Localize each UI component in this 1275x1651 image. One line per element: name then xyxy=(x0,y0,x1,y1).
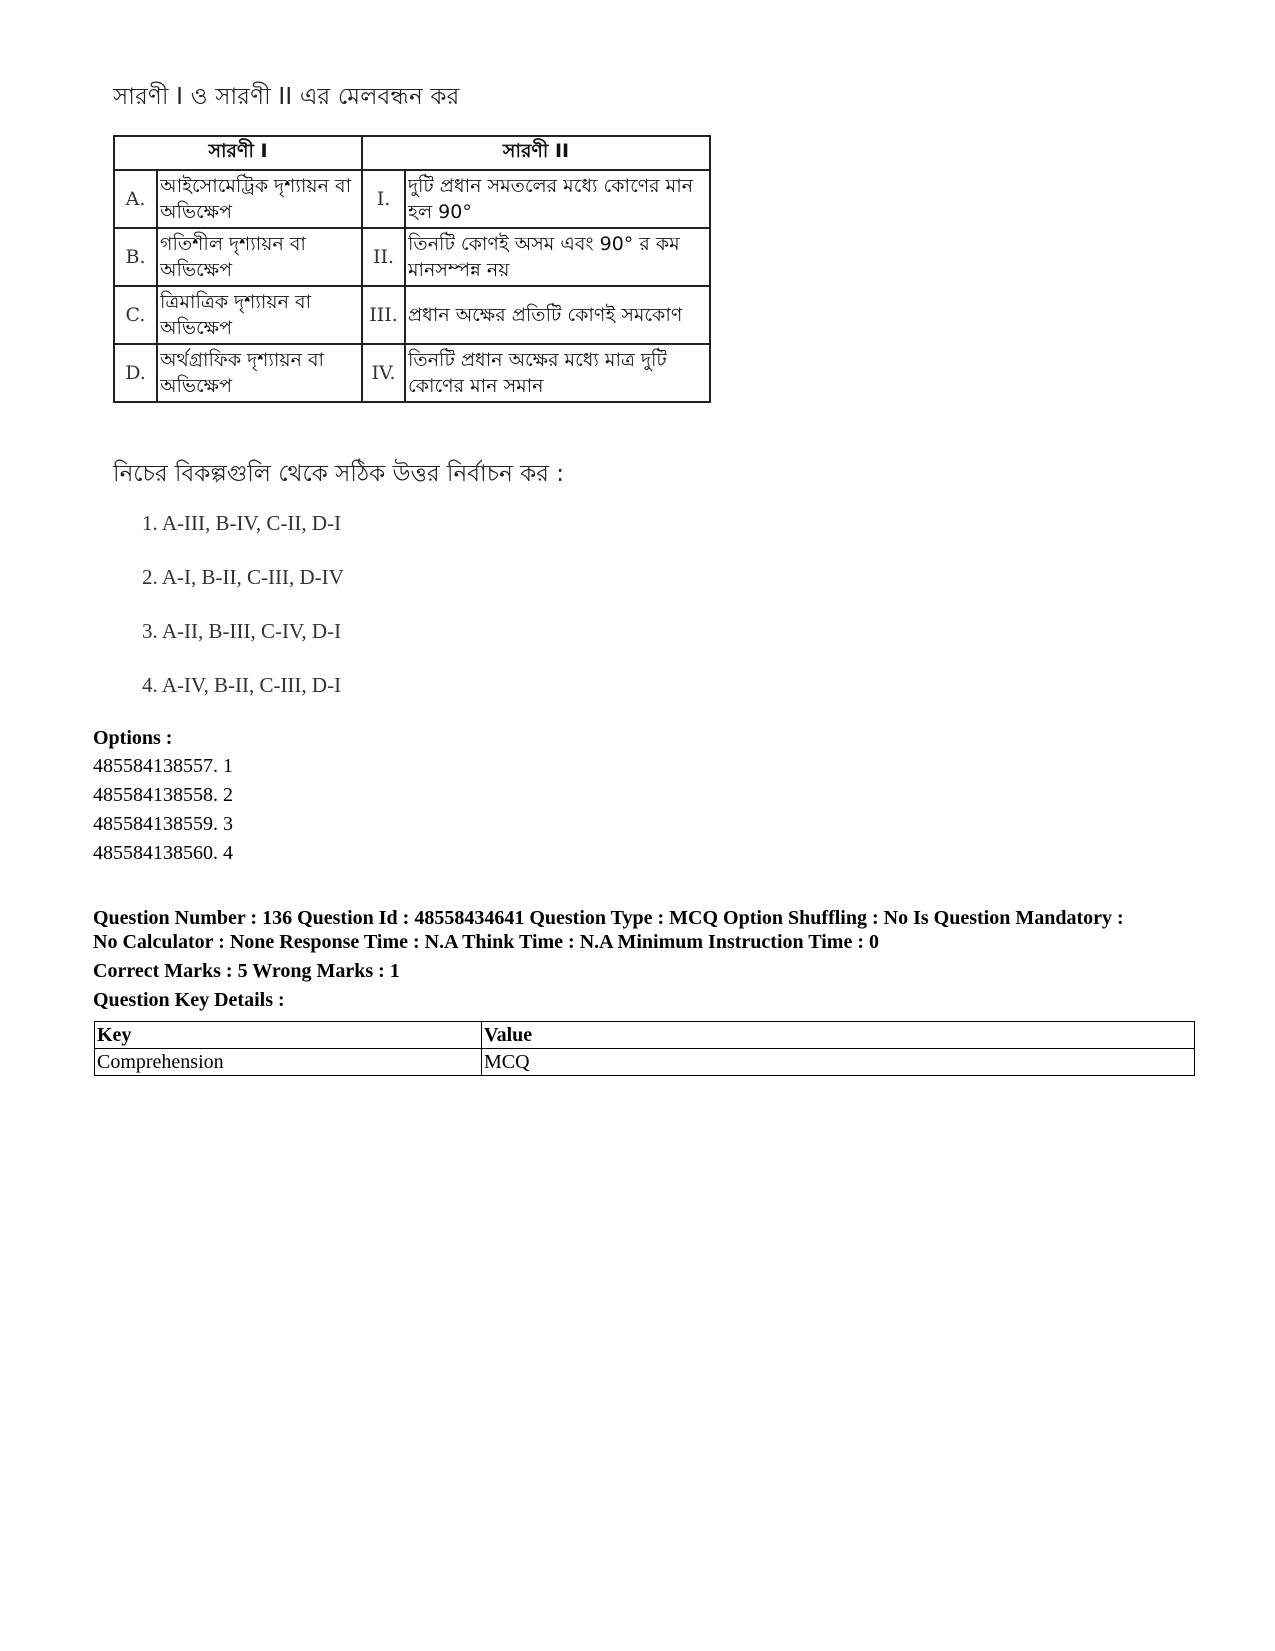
row-label: II. xyxy=(362,228,405,286)
key-column-header: Key xyxy=(95,1022,482,1049)
list-2-item: প্রধান অক্ষের প্রতিটি কোণই সমকোণ xyxy=(405,286,710,344)
option-item: 485584138560. 4 xyxy=(93,842,233,864)
key-details-heading: Question Key Details : xyxy=(93,989,285,1011)
row-label: IV. xyxy=(362,344,405,402)
list-2-item: তিনটি কোণই অসম এবং 90° র কম মানসম্পন্ন নয় xyxy=(405,228,710,286)
list-1-item: গতিশীল দৃশ্যায়ন বা অভিক্ষেপ xyxy=(157,228,362,286)
column-header-list-1: সারণী I xyxy=(114,136,362,170)
option-item: 485584138557. 1 xyxy=(93,755,233,777)
row-label: III. xyxy=(362,286,405,344)
table-row xyxy=(114,286,710,344)
answer-choice-4: 4. A-IV, B-II, C-III, D-I xyxy=(142,673,342,697)
answer-instruction: নিচের বিকল্পগুলি থেকে সঠিক উত্তর নির্বাচন কর : xyxy=(113,461,564,487)
row-label: B. xyxy=(114,228,157,286)
table-row xyxy=(95,1049,1195,1076)
list-1-item: অর্থগ্রাফিক দৃশ্যায়ন বা অভিক্ষেপ xyxy=(157,344,362,402)
column-header-list-2: সারণী II xyxy=(362,136,710,170)
option-item: 485584138558. 2 xyxy=(93,784,233,806)
row-label: C. xyxy=(114,286,157,344)
answer-choice-3: 3. A-II, B-III, C-IV, D-I xyxy=(142,619,342,643)
match-table-header xyxy=(114,136,710,170)
question-title: সারণী I ও সারণী II এর মেলবন্ধন কর xyxy=(113,84,460,110)
list-1-item: আইসোমেট্রিক দৃশ্যায়ন বা অভিক্ষেপ xyxy=(157,170,362,228)
row-label: A. xyxy=(114,170,157,228)
value-column-header: Value xyxy=(482,1022,1195,1049)
match-table xyxy=(113,135,711,403)
answer-choice-2: 2. A-I, B-II, C-III, D-IV xyxy=(142,565,344,589)
value-cell: MCQ xyxy=(482,1049,1195,1076)
marks-info: Correct Marks : 5 Wrong Marks : 1 xyxy=(93,960,400,982)
key-table-header xyxy=(95,1022,1195,1049)
row-label: D. xyxy=(114,344,157,402)
list-2-item: দুটি প্রধান সমতলের মধ্যে কোণের মান হল 90° xyxy=(405,170,710,228)
options-heading: Options : xyxy=(93,727,173,749)
key-cell: Comprehension xyxy=(95,1049,482,1076)
table-row xyxy=(114,228,710,286)
row-label: I. xyxy=(362,170,405,228)
table-row xyxy=(114,344,710,402)
option-item: 485584138559. 3 xyxy=(93,813,233,835)
table-row xyxy=(114,170,710,228)
answer-choice-1: 1. A-III, B-IV, C-II, D-I xyxy=(142,511,342,535)
key-details-table xyxy=(94,1021,1195,1076)
list-1-item: ত্রিমাত্রিক দৃশ্যায়ন বা অভিক্ষেপ xyxy=(157,286,362,344)
question-meta-line-1: Question Number : 136 Question Id : 48558434641 Question Type : MCQ Option Shuffling : No Is Question Mandatory : xyxy=(93,907,1124,929)
question-meta-line-2: No Calculator : None Response Time : N.A Think Time : N.A Minimum Instruction Time : 0 xyxy=(93,931,879,953)
list-2-item: তিনটি প্রধান অক্ষের মধ্যে মাত্র দুটি কোণের মান সমান xyxy=(405,344,710,402)
